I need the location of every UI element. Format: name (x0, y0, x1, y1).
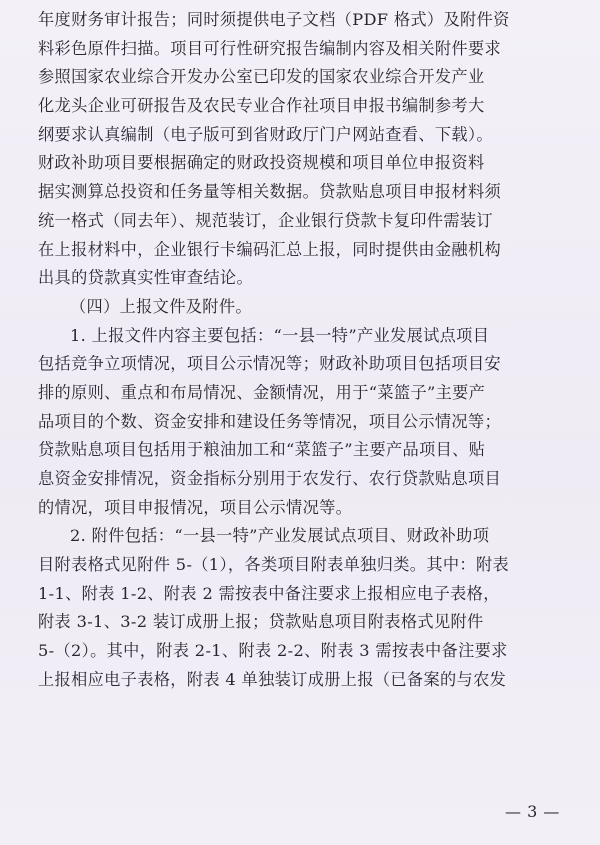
text-line: 包括竞争立项情况，项目公示情况等；财政补助项目包括项目安 (38, 354, 502, 374)
text-line: 财政补助项目要根据确定的财政投资规模和项目单位申报资料 (38, 153, 485, 173)
text-line: 化龙头企业可研报告及农民专业合作社项目申报书编制参考大 (38, 96, 485, 116)
text-line: 统一格式（同去年）、规范装订，企业银行贷款卡复印件需装订 (38, 210, 493, 230)
text-line: 的情况，项目申报情况，项目公示情况等。 (38, 497, 353, 517)
document-body (38, 6, 566, 695)
text-line: 排的原则、重点和布局情况、金额情况，用于“菜篮子”主要产 (38, 382, 486, 402)
text-line: 上报相应电子表格，附表 4 单独装订成册上报（已备案的与农发 (38, 669, 507, 689)
text-line: 品项目的个数、资金安排和建设任务等情况，项目公示情况等； (38, 411, 502, 431)
text-line: 料彩色原件扫描。项目可行性研究报告编制内容及相关附件要求 (38, 38, 502, 58)
text-line: 在上报材料中，企业银行卡编码汇总上报，同时提供由金融机构 (38, 239, 502, 259)
text-line: 1-1、附表 1-2、附表 2 需按表中备注要求上报相应电子表格， (38, 583, 500, 603)
text-line: 出具的贷款真实性审查结论。 (38, 268, 253, 288)
text-line: 息资金安排情况，资金指标分别用于农发行、农行贷款贴息项目 (38, 469, 502, 488)
text-line: 参照国家农业综合开发办公室已印发的国家农业综合开发产业 (38, 67, 485, 87)
page-number: — 3 — (505, 802, 560, 821)
text-line: 贷款贴息项目包括用于粮油加工和“菜篮子”主要产品项目、贴 (38, 440, 486, 460)
text-line: 2. 附件包括：“一县一特”产业发展试点项目、财政补助项 (70, 526, 490, 546)
section-heading: （四）上报文件及附件。 (70, 296, 252, 316)
text-line: 1. 上报文件内容主要包括：“一县一特”产业发展试点项目 (70, 325, 490, 345)
text-line: 目附表格式见附件 5-（1），各类项目附表单独归类。其中：附表 (38, 555, 510, 575)
text-line: 附表 3-1、3-2 装订成册上报；贷款贴息项目附表格式见附件 (38, 612, 484, 632)
text-line: 据实测算总投资和任务量等相关数据。贷款贴息项目申报材料须 (38, 182, 502, 202)
text-line: 年度财务审计报告；同时须提供电子文档（PDF 格式）及附件资 (38, 10, 510, 29)
text-line: 纲要求认真编制（电子版可到省财政厅门户网站查看、下载）。 (38, 124, 493, 144)
text-line: 5-（2）。其中，附表 2-1、附表 2-2、附表 3 需按表中备注要求 (38, 641, 508, 661)
